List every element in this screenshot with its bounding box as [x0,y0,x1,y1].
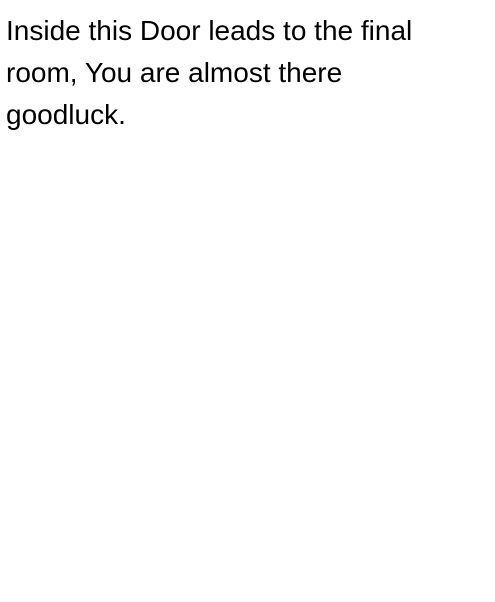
message-line-1: Inside this Door leads to the final [6,15,413,46]
message-text [6,10,491,136]
message-line-3: goodluck. [6,99,126,130]
message-line-2: room, You are almost there [6,57,343,88]
